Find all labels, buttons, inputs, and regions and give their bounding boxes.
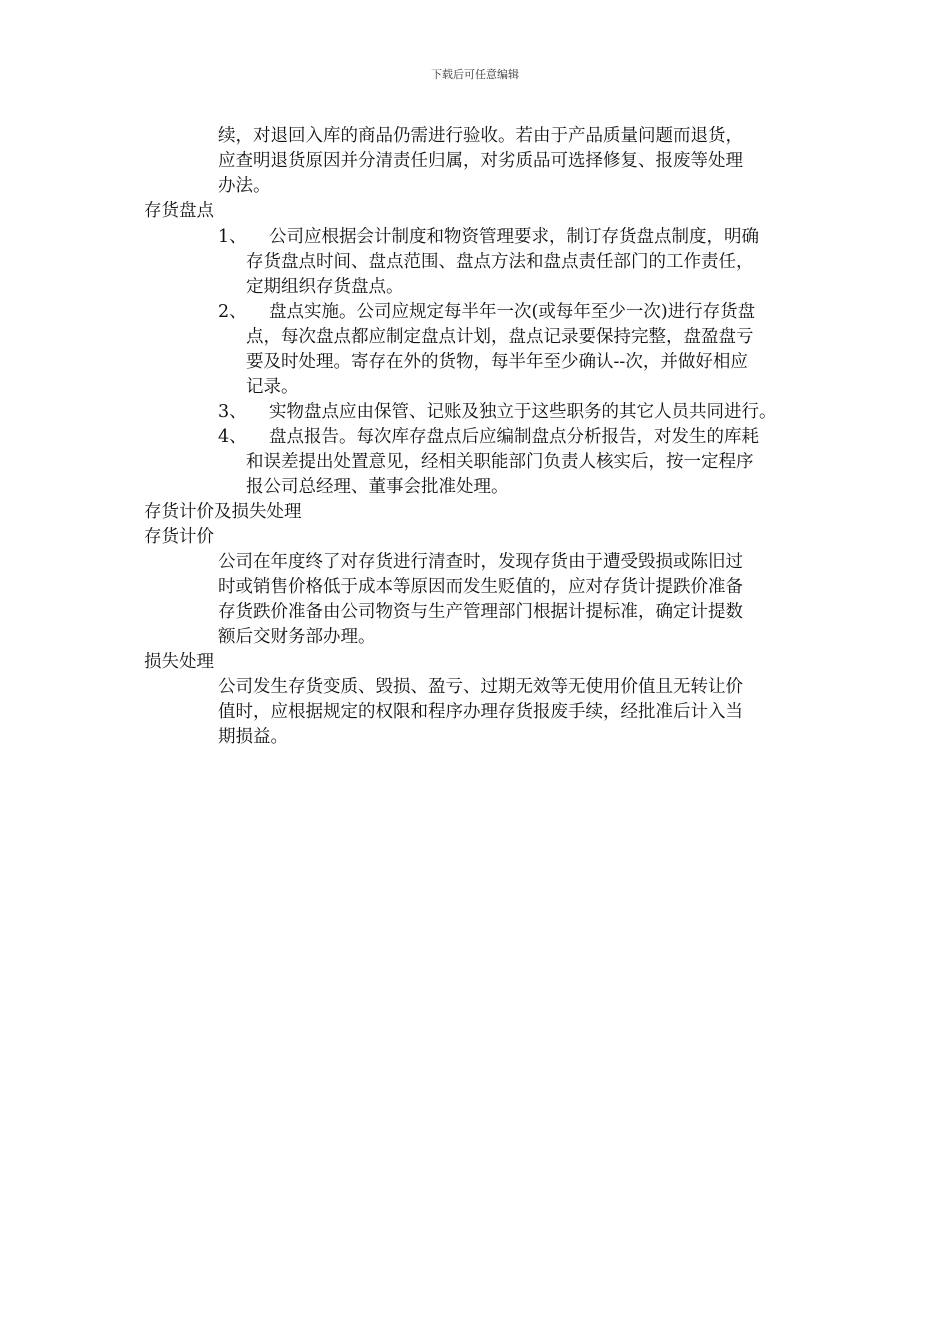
list-item-text: 和误差提出处置意见，经相关职能部门负责人核实后，按一定程序: [246, 452, 754, 472]
list-item-text: 要及时处理。寄存在外的货物，每半年至少确认--次，并做好相应: [246, 352, 748, 372]
paragraph-line: 公司发生存货变质、毁损、盈亏、过期无效等无使用价值且无转让价: [218, 677, 743, 697]
intro-line: 应查明退货原因并分清责任归属，对劣质品可选择修复、报废等处理: [218, 151, 743, 171]
intro-line: 办法。: [218, 176, 271, 196]
list-item-text: 定期组织存货盘点。: [246, 277, 404, 297]
list-item-number: 2、: [218, 302, 247, 322]
list-item-text: 实物盘点应由保管、记账及独立于这些职务的其它人员共同进行。: [269, 402, 777, 422]
paragraph-line: 时或销售价格低于成本等原因而发生贬值的，应对存货计提跌价准备: [218, 577, 743, 597]
list-item-text: 报公司总经理、董事会批准处理。: [246, 477, 509, 497]
section-heading-valuation: 存货计价: [144, 527, 214, 547]
section-heading-valuation-loss: 存货计价及损失处理: [144, 502, 302, 522]
list-item-text: 盘点实施。公司应规定每半年一次(或每年至少一次)进行存货盘: [269, 302, 756, 322]
list-item-text: 记录。: [246, 377, 299, 397]
paragraph-line: 值时，应根据规定的权限和程序办理存货报废手续，经批准后计入当: [218, 702, 743, 722]
page-header: 下载后可任意编辑: [431, 68, 519, 81]
paragraph-line: 存货跌价准备由公司物资与生产管理部门根据计提标准，确定计提数: [218, 602, 743, 622]
paragraph-line: 额后交财务部办理。: [218, 627, 376, 647]
paragraph-line: 公司在年度终了对存货进行清查时，发现存货由于遭受毁损或陈旧过: [218, 552, 743, 572]
list-item-number: 3、: [218, 402, 247, 422]
list-item-text: 盘点报告。每次库存盘点后应编制盘点分析报告，对发生的库耗: [269, 427, 759, 447]
paragraph-line: 期损益。: [218, 727, 288, 747]
section-heading-loss: 损失处理: [144, 652, 214, 672]
section-heading-inventory-count: 存货盘点: [144, 201, 214, 221]
intro-line: 续，对退回入库的商品仍需进行验收。若由于产品质量问题而退货，: [218, 126, 743, 146]
list-item-text: 点，每次盘点都应制定盘点计划，盘点记录要保持完整，盘盈盘亏: [246, 327, 754, 347]
list-item-number: 4、: [218, 427, 247, 447]
list-item-text: 公司应根据会计制度和物资管理要求，制订存货盘点制度，明确: [269, 227, 759, 247]
list-item-number: 1、: [218, 227, 247, 247]
list-item-text: 存货盘点时间、盘点范围、盘点方法和盘点责任部门的工作责任，: [246, 252, 754, 272]
